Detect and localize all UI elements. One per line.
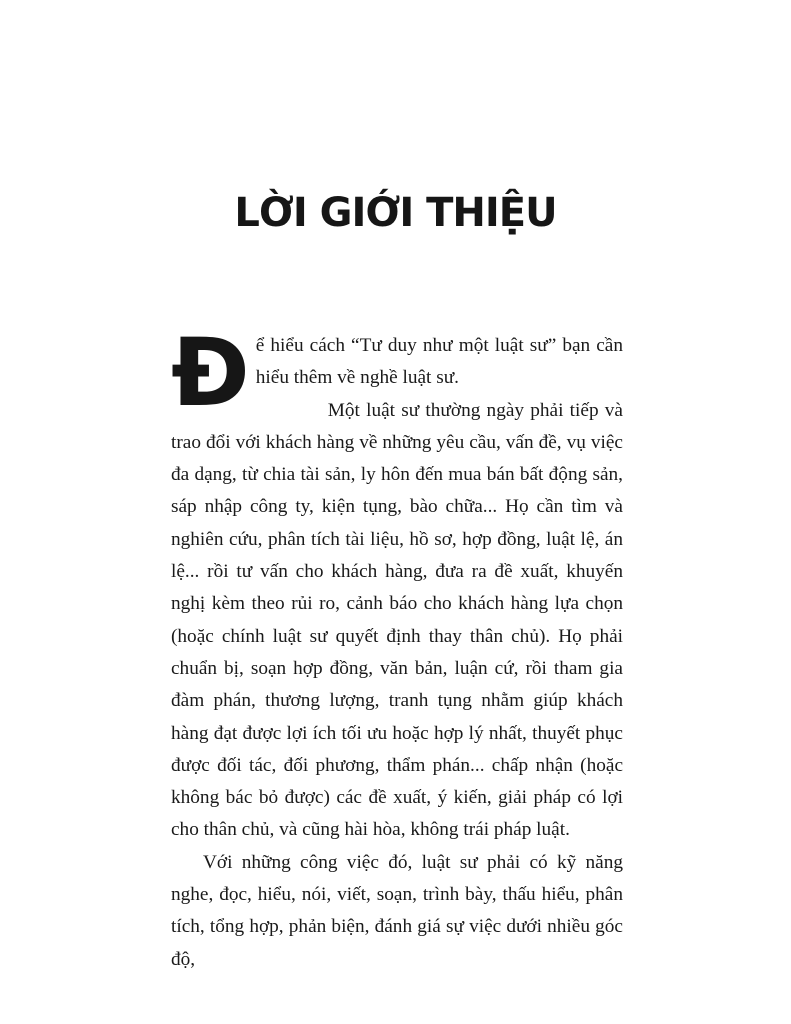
paragraph-1-text: ể hiểu cách “Tư duy như một luật sư” bạn cần hiểu thêm về nghề luật sư.: [255, 335, 623, 389]
body-text: [171, 319, 623, 976]
drop-cap: Đ: [171, 319, 250, 428]
page-title: LỜI GIỚI THIỆU: [234, 190, 557, 236]
paragraph-3: Với những công việc đó, luật sư phải có kỹ năng nghe, đọc, hiểu, nói, viết, soạn, trình bày, thấu hiểu, phân tích, tổng hợp, phản biện, đánh giá sự việc dưới nhiều góc độ,: [171, 851, 623, 970]
paragraph-2: Một luật sư thường ngày phải tiếp và trao đổi với khách hàng về những yêu cầu, vấn đề, vụ việc đa dạng, từ chia tài sản, ly hôn đến mua bán bất động sản, sáp nhập công ty, kiện tụng, bào chữa... Họ cần tìm và nghiên cứu, phân tích tài liệu, hồ sơ, hợp đồng, luật lệ, án lệ... rồi tư vấn cho khách hàng, đưa ra đề xuất, khuyến nghị kèm theo rủi ro, cảnh báo cho khách hàng lựa chọn (hoặc chính luật sư quyết định thay thân chủ). Họ phải chuẩn bị, soạn hợp đồng, văn bản, luận cứ, rồi tham gia đàm phán, thương lượng, tranh tụng nhằm giúp khách hàng đạt được lợi ích tối ưu hoặc hợp lý nhất, thuyết phục được đối tác, đối phương, thẩm phán... chấp nhận (hoặc không bác bỏ được) các đề xuất, ý kiến, giải pháp có lợi cho thân chủ, và cũng hài hòa, không trái pháp luật.: [171, 399, 623, 841]
paragraph-1: [171, 319, 623, 428]
